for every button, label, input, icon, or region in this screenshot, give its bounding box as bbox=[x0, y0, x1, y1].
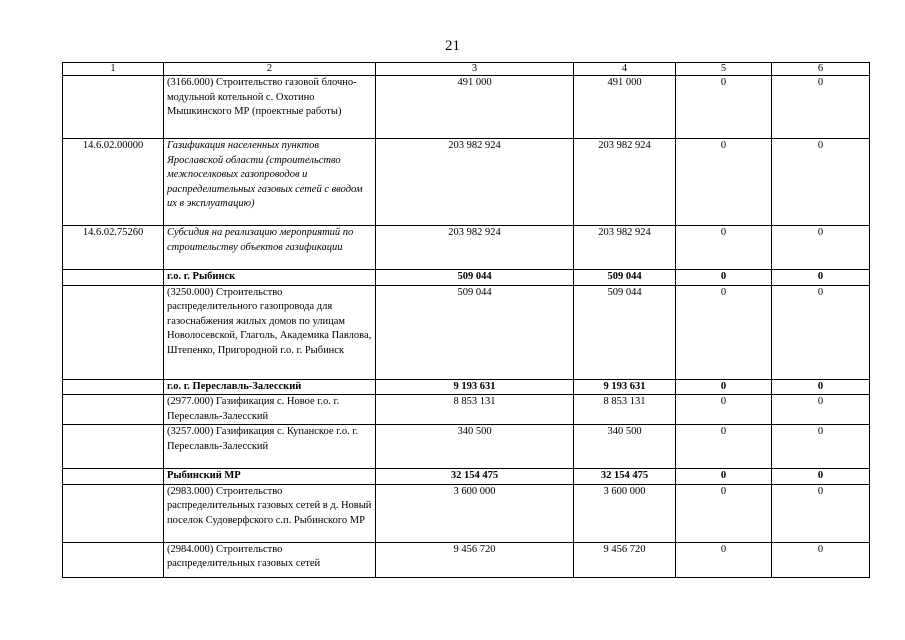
header-col-1: 1 bbox=[63, 63, 164, 76]
row-value-col5: 0 bbox=[676, 484, 772, 542]
row-code-cell bbox=[63, 285, 164, 379]
row-value-col6: 0 bbox=[772, 226, 870, 270]
row-name-cell: Газификация населенных пунктов Ярославской области (строительство межпоселковых газопроводов и распределительных газовых сетей с вводом их в эксплуатацию) bbox=[164, 139, 376, 226]
row-name-cell: (3257.000) Газификация с. Купанское г.о. г. Переславль-Залесский bbox=[164, 425, 376, 469]
row-value-col3: 340 500 bbox=[376, 425, 574, 469]
row-value-col6: 0 bbox=[772, 542, 870, 577]
row-value-col4: 509 044 bbox=[574, 285, 676, 379]
row-value-col3: 491 000 bbox=[376, 76, 574, 139]
header-col-2: 2 bbox=[164, 63, 376, 76]
row-value-col5: 0 bbox=[676, 379, 772, 395]
row-value-col5: 0 bbox=[676, 469, 772, 485]
table-row bbox=[63, 226, 870, 270]
header-col-3: 3 bbox=[376, 63, 574, 76]
table-row bbox=[63, 76, 870, 139]
row-value-col6: 0 bbox=[772, 139, 870, 226]
row-value-col4: 491 000 bbox=[574, 76, 676, 139]
row-value-col4: 340 500 bbox=[574, 425, 676, 469]
row-value-col6: 0 bbox=[772, 484, 870, 542]
row-value-col3: 203 982 924 bbox=[376, 139, 574, 226]
row-value-col3: 509 044 bbox=[376, 285, 574, 379]
row-value-col3: 3 600 000 bbox=[376, 484, 574, 542]
row-code-cell bbox=[63, 484, 164, 542]
row-code-cell bbox=[63, 542, 164, 577]
table-row bbox=[63, 379, 870, 395]
row-name-cell: Рыбинский МР bbox=[164, 469, 376, 485]
header-col-6: 6 bbox=[772, 63, 870, 76]
row-value-col5: 0 bbox=[676, 395, 772, 425]
row-value-col4: 32 154 475 bbox=[574, 469, 676, 485]
row-value-col5: 0 bbox=[676, 76, 772, 139]
row-value-col3: 32 154 475 bbox=[376, 469, 574, 485]
row-value-col3: 8 853 131 bbox=[376, 395, 574, 425]
row-value-col5: 0 bbox=[676, 226, 772, 270]
row-name-cell: (2984.000) Строительство распределительных газовых сетей bbox=[164, 542, 376, 577]
row-value-col5: 0 bbox=[676, 285, 772, 379]
row-name-cell: (2977.000) Газификация с. Новое г.о. г. Переславль-Залесский bbox=[164, 395, 376, 425]
row-code-cell bbox=[63, 379, 164, 395]
row-value-col5: 0 bbox=[676, 139, 772, 226]
row-value-col6: 0 bbox=[772, 285, 870, 379]
row-name-cell: г.о. г. Рыбинск bbox=[164, 270, 376, 286]
row-code-cell bbox=[63, 76, 164, 139]
row-code-cell: 14.6.02.75260 bbox=[63, 226, 164, 270]
row-value-col4: 3 600 000 bbox=[574, 484, 676, 542]
row-name-cell: (3166.000) Строительство газовой блочно-модульной котельной с. Охотино Мышкинского МР (проектные работы) bbox=[164, 76, 376, 139]
table-row bbox=[63, 484, 870, 542]
header-col-4: 4 bbox=[574, 63, 676, 76]
row-code-cell bbox=[63, 395, 164, 425]
row-value-col6: 0 bbox=[772, 395, 870, 425]
row-value-col5: 0 bbox=[676, 425, 772, 469]
row-name-cell: (2983.000) Строительство распределительных газовых сетей в д. Новый поселок Судоверфского с.п. Рыбинского МР bbox=[164, 484, 376, 542]
row-value-col6: 0 bbox=[772, 270, 870, 286]
row-value-col4: 509 044 bbox=[574, 270, 676, 286]
table-row bbox=[63, 139, 870, 226]
table-header-row bbox=[63, 63, 870, 76]
row-value-col6: 0 bbox=[772, 76, 870, 139]
row-value-col3: 509 044 bbox=[376, 270, 574, 286]
row-value-col6: 0 bbox=[772, 379, 870, 395]
table-row bbox=[63, 395, 870, 425]
table-row bbox=[63, 425, 870, 469]
row-value-col3: 9 456 720 bbox=[376, 542, 574, 577]
row-value-col6: 0 bbox=[772, 469, 870, 485]
row-code-cell bbox=[63, 425, 164, 469]
row-value-col3: 9 193 631 bbox=[376, 379, 574, 395]
row-value-col5: 0 bbox=[676, 270, 772, 286]
row-name-cell: (3250.000) Строительство распределительного газопровода для газоснабжения жилых домов по улицам Новолосевской, Глаголь, Академика Павлова, Штепенко, Пригородной г.о. г. Рыбинск bbox=[164, 285, 376, 379]
row-name-cell: Субсидия на реализацию мероприятий по строительству объектов газификации bbox=[164, 226, 376, 270]
row-code-cell bbox=[63, 469, 164, 485]
table-row bbox=[63, 285, 870, 379]
budget-table bbox=[62, 62, 870, 578]
row-value-col3: 203 982 924 bbox=[376, 226, 574, 270]
table-row bbox=[63, 469, 870, 485]
row-name-cell: г.о. г. Переславль-Залесский bbox=[164, 379, 376, 395]
table-row bbox=[63, 542, 870, 577]
row-value-col4: 9 456 720 bbox=[574, 542, 676, 577]
row-value-col5: 0 bbox=[676, 542, 772, 577]
row-code-cell: 14.6.02.00000 bbox=[63, 139, 164, 226]
page-number: 21 bbox=[445, 38, 460, 54]
row-value-col6: 0 bbox=[772, 425, 870, 469]
table-row bbox=[63, 270, 870, 286]
row-value-col4: 8 853 131 bbox=[574, 395, 676, 425]
row-value-col4: 203 982 924 bbox=[574, 139, 676, 226]
row-value-col4: 203 982 924 bbox=[574, 226, 676, 270]
row-value-col4: 9 193 631 bbox=[574, 379, 676, 395]
header-col-5: 5 bbox=[676, 63, 772, 76]
row-code-cell bbox=[63, 270, 164, 286]
